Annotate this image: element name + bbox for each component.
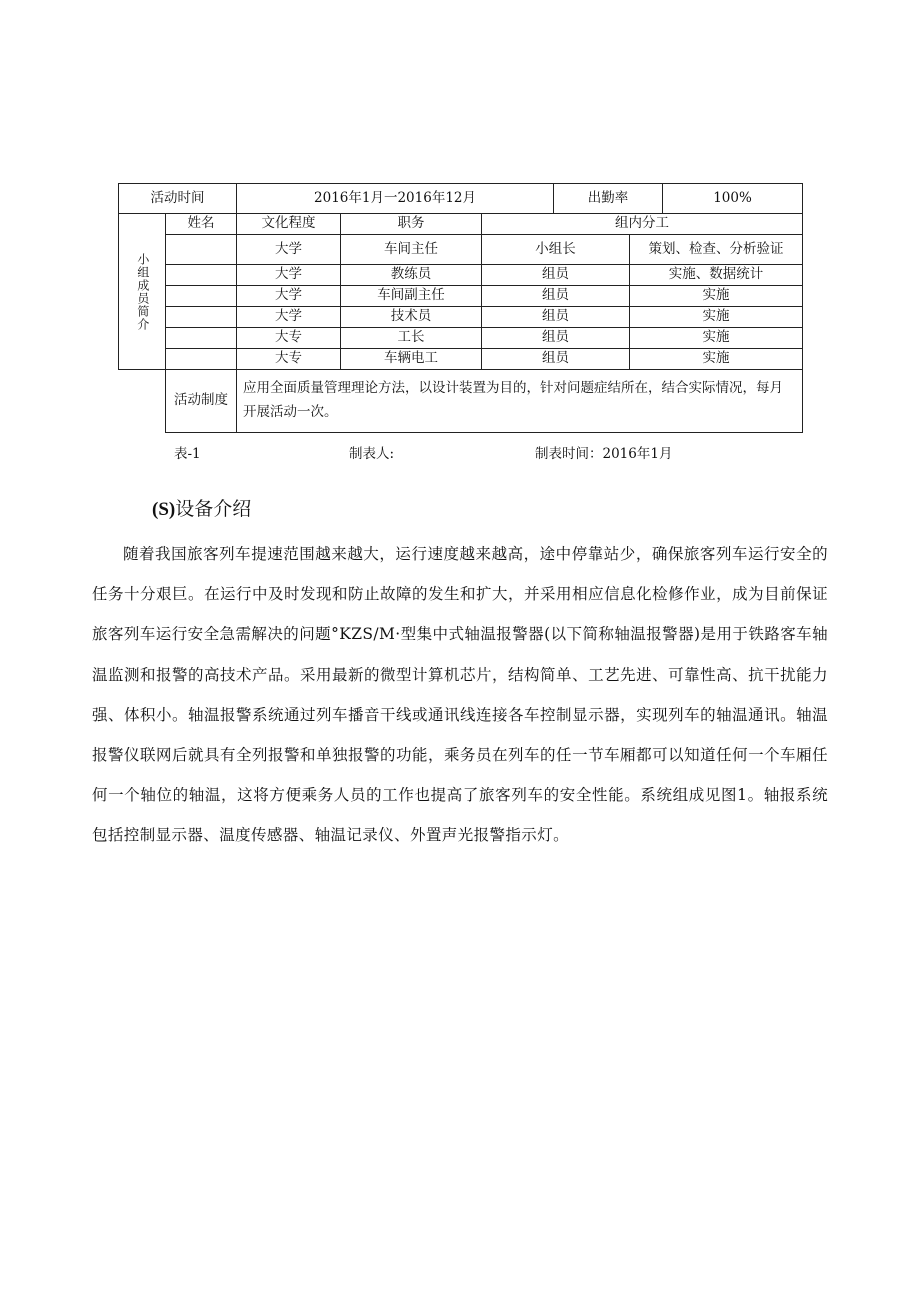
member-task: 策划、检查、分析验证 <box>630 235 803 265</box>
member-role: 小组长 <box>482 235 630 265</box>
header-name: 姓名 <box>166 214 237 235</box>
body-paragraph: 随着我国旅客列车提速范围越来越大，运行速度越来越高，途中停靠站少，确保旅客列车运行安全的任务十分艰巨。在运行中及时发现和防止故障的发生和扩大，并采用相应信息化检修作业，成为目前保证旅客列车运行安全急需解决的问题°KZS/M·型集中式轴温报警器(以下简称轴温报警器)是用于铁路客车轴温监测和报警的高技术产品。采用最新的微型计算机芯片，结构简单、工艺先进、可靠性高、抗干扰能力强、体积小。轴温报警系统通过列车播音干线或通讯线连接各车控制显示器，实现列车的轴温通讯。轴温报警仪联网后就具有全列报警和单独报警的功能，乘务员在列车的任一节车厢都可以知道任何一个车厢任何一个轴位的轴温，这将方便乘务人员的工作也提高了旅客列车的安全性能。系统组成见图1。轴报系统包括控制显示器、温度传感器、轴温记录仪、外置声光报警指示灯。 <box>92 545 828 845</box>
member-education: 大专 <box>237 328 341 349</box>
member-name <box>166 307 237 328</box>
activity-system-text: 应用全面质量管理理论方法，以设计装置为目的，针对问题症结所在，结合实际情况，每月开展活动一次。 <box>237 370 803 433</box>
member-position: 车间主任 <box>341 235 482 265</box>
member-position: 教练员 <box>341 265 482 286</box>
table-date: 制表时间：2016年1月 <box>535 446 673 462</box>
member-position: 技术员 <box>341 307 482 328</box>
member-education: 大学 <box>237 235 341 265</box>
member-task: 实施、数据统计 <box>630 265 803 286</box>
member-name <box>166 349 237 370</box>
team-info-table <box>118 183 803 433</box>
blank-cell <box>119 370 166 433</box>
member-intro-side-label: 小组成员简介 <box>119 214 166 370</box>
member-education: 大学 <box>237 286 341 307</box>
header-division: 组内分工 <box>482 214 803 235</box>
table-row <box>119 286 803 307</box>
member-task: 实施 <box>630 286 803 307</box>
member-name <box>166 235 237 265</box>
member-position: 车辆电工 <box>341 349 482 370</box>
member-role: 组员 <box>482 307 630 328</box>
member-role: 组员 <box>482 328 630 349</box>
member-role: 组员 <box>482 349 630 370</box>
table-maker: 制表人: <box>349 446 395 462</box>
member-position: 工长 <box>341 328 482 349</box>
table-header-row <box>119 214 803 235</box>
activity-time-value: 2016年1月一2016年12月 <box>237 184 554 214</box>
member-education: 大专 <box>237 349 341 370</box>
header-position: 职务 <box>341 214 482 235</box>
member-name <box>166 328 237 349</box>
member-task: 实施 <box>630 349 803 370</box>
member-name <box>166 286 237 307</box>
activity-system-label: 活动制度 <box>166 370 237 433</box>
table-row <box>119 307 803 328</box>
member-role: 组员 <box>482 286 630 307</box>
attendance-value: 100% <box>663 184 803 214</box>
attendance-label: 出勤率 <box>554 184 663 214</box>
member-task: 实施 <box>630 307 803 328</box>
table-row <box>119 370 803 433</box>
activity-time-label: 活动时间 <box>119 184 237 214</box>
section-heading <box>152 494 251 521</box>
member-task: 实施 <box>630 328 803 349</box>
table-row <box>119 265 803 286</box>
member-education: 大学 <box>237 307 341 328</box>
header-education: 文化程度 <box>237 214 341 235</box>
member-education: 大学 <box>237 265 341 286</box>
member-position: 车间副主任 <box>341 286 482 307</box>
table-row <box>119 235 803 265</box>
table-row <box>119 328 803 349</box>
table-row <box>119 184 803 214</box>
section-title: 设备介绍 <box>175 498 252 520</box>
table-row <box>119 349 803 370</box>
section-number: (S) <box>152 499 176 520</box>
member-role: 组员 <box>482 265 630 286</box>
table-number: 表-1 <box>174 446 201 462</box>
member-name <box>166 265 237 286</box>
